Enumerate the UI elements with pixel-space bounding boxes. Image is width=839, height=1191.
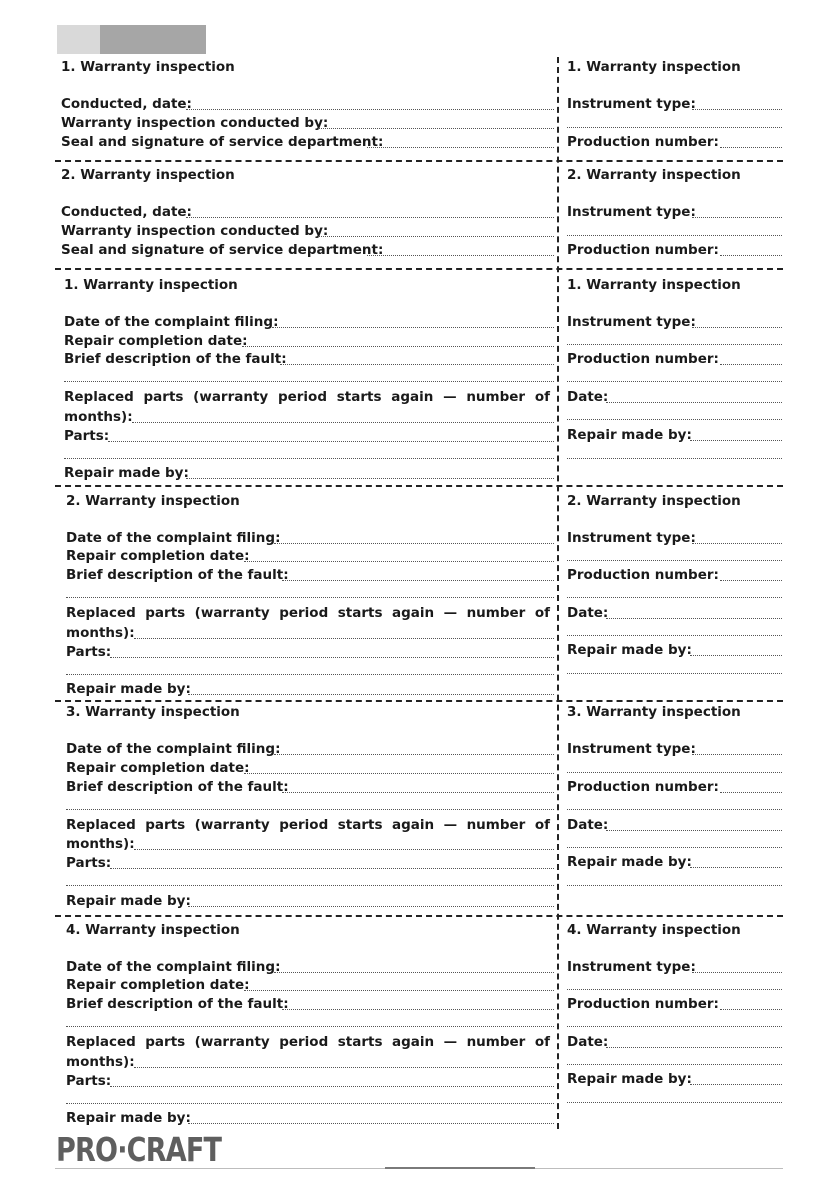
conducted-by-field[interactable] bbox=[318, 128, 554, 129]
parts-field[interactable] bbox=[110, 1086, 554, 1087]
conducted-by-label: Warranty inspection conducted by: bbox=[61, 223, 329, 239]
complaint-date-field[interactable] bbox=[274, 754, 554, 755]
footer-rule-accent bbox=[385, 1167, 535, 1169]
conducted-date-label: Conducted, date: bbox=[61, 96, 192, 112]
production-number-field[interactable] bbox=[720, 147, 782, 148]
blank-line[interactable] bbox=[567, 419, 782, 420]
production-number-field[interactable] bbox=[720, 580, 782, 581]
cut-line bbox=[55, 915, 783, 917]
repair-made-by-label: Repair made by: bbox=[567, 854, 692, 870]
fault-description-label: Brief description of the fault: bbox=[66, 996, 289, 1012]
blank-line[interactable] bbox=[66, 1103, 554, 1104]
blank-line[interactable] bbox=[66, 1026, 554, 1027]
instrument-type-label: Instrument type: bbox=[567, 204, 696, 220]
vertical-cut-line bbox=[557, 57, 559, 1129]
instrument-type-label: Instrument type: bbox=[567, 530, 696, 546]
blank-line[interactable] bbox=[567, 989, 782, 990]
repair-completion-label: Repair completion date: bbox=[66, 548, 250, 564]
instrument-type-label: Instrument type: bbox=[567, 314, 696, 330]
fault-description-label: Brief description of the fault: bbox=[66, 567, 289, 583]
parts-field[interactable] bbox=[108, 441, 554, 442]
section-title: 1. Warranty inspection bbox=[64, 277, 238, 293]
blank-line[interactable] bbox=[567, 597, 782, 598]
stub-title: 3. Warranty inspection bbox=[567, 704, 741, 720]
conducted-date-field[interactable] bbox=[186, 217, 554, 218]
blank-line[interactable] bbox=[567, 847, 782, 848]
section-title: 1. Warranty inspection bbox=[61, 59, 235, 75]
blank-line[interactable] bbox=[66, 809, 554, 810]
instrument-type-field[interactable] bbox=[692, 754, 782, 755]
conducted-date-field[interactable] bbox=[186, 109, 554, 110]
production-number-field[interactable] bbox=[720, 1009, 782, 1010]
production-number-label: Production number: bbox=[567, 779, 719, 795]
production-number-label: Production number: bbox=[567, 134, 719, 150]
stub-title: 4. Warranty inspection bbox=[567, 922, 741, 938]
fault-description-field[interactable] bbox=[282, 580, 554, 581]
instrument-type-field[interactable] bbox=[692, 327, 782, 328]
repair-made-by-label: Repair made by: bbox=[66, 1110, 191, 1126]
date-label: Date: bbox=[567, 817, 609, 833]
instrument-type-field[interactable] bbox=[692, 543, 782, 544]
repair-completion-field[interactable] bbox=[242, 346, 554, 347]
blank-line[interactable] bbox=[567, 235, 782, 236]
blank-line[interactable] bbox=[64, 381, 554, 382]
parts-field[interactable] bbox=[110, 657, 554, 658]
months-field[interactable] bbox=[132, 422, 554, 423]
replaced-parts-label: Replaced parts (warranty period starts again — number of bbox=[64, 389, 550, 405]
fault-description-field[interactable] bbox=[282, 1009, 554, 1010]
parts-label: Parts: bbox=[66, 1073, 112, 1089]
repair-completion-label: Repair completion date: bbox=[66, 977, 250, 993]
header-tab-dark bbox=[100, 25, 206, 54]
complaint-date-label: Date of the complaint filing: bbox=[66, 741, 281, 757]
repair-made-by-label: Repair made by: bbox=[64, 465, 189, 481]
date-label: Date: bbox=[567, 1034, 609, 1050]
repair-completion-field[interactable] bbox=[244, 773, 554, 774]
conducted-by-field[interactable] bbox=[318, 236, 554, 237]
months-label: months): bbox=[64, 409, 133, 425]
months-field[interactable] bbox=[134, 849, 554, 850]
conducted-date-label: Conducted, date: bbox=[61, 204, 192, 220]
cut-line bbox=[55, 268, 783, 270]
seal-label: Seal and signature of service department: bbox=[61, 134, 384, 150]
production-number-field[interactable] bbox=[720, 792, 782, 793]
complaint-date-field[interactable] bbox=[274, 972, 554, 973]
date-label: Date: bbox=[567, 605, 609, 621]
production-number-label: Production number: bbox=[567, 996, 719, 1012]
instrument-type-label: Instrument type: bbox=[567, 96, 696, 112]
parts-label: Parts: bbox=[66, 644, 112, 660]
fault-description-field[interactable] bbox=[282, 792, 554, 793]
stub-title: 1. Warranty inspection bbox=[567, 277, 741, 293]
parts-label: Parts: bbox=[64, 428, 110, 444]
months-label: months): bbox=[66, 625, 135, 641]
blank-line[interactable] bbox=[567, 885, 782, 886]
seal-field[interactable] bbox=[367, 147, 554, 148]
complaint-date-field[interactable] bbox=[274, 543, 554, 544]
repair-made-by-label: Repair made by: bbox=[567, 427, 692, 443]
section-title: 2. Warranty inspection bbox=[66, 493, 240, 509]
months-field[interactable] bbox=[134, 638, 554, 639]
stub-title: 1. Warranty inspection bbox=[567, 59, 741, 75]
instrument-type-field[interactable] bbox=[692, 109, 782, 110]
production-number-field[interactable] bbox=[720, 364, 782, 365]
stub-title: 2. Warranty inspection bbox=[567, 493, 741, 509]
blank-line[interactable] bbox=[567, 772, 782, 773]
repair-made-by-field[interactable] bbox=[690, 655, 782, 656]
months-label: months): bbox=[66, 836, 135, 852]
production-number-label: Production number: bbox=[567, 242, 719, 258]
repair-made-by-label: Repair made by: bbox=[66, 681, 191, 697]
blank-line[interactable] bbox=[567, 1064, 782, 1065]
repair-completion-label: Repair completion date: bbox=[66, 760, 250, 776]
replaced-parts-label: Replaced parts (warranty period starts again — number of bbox=[66, 1034, 550, 1050]
instrument-type-label: Instrument type: bbox=[567, 959, 696, 975]
blank-line[interactable] bbox=[567, 673, 782, 674]
repair-completion-field[interactable] bbox=[244, 990, 554, 991]
blank-line[interactable] bbox=[567, 635, 782, 636]
blank-line[interactable] bbox=[567, 458, 782, 459]
repair-made-by-field[interactable] bbox=[188, 1123, 554, 1124]
repair-made-by-label: Repair made by: bbox=[567, 1071, 692, 1087]
repair-made-by-field[interactable] bbox=[690, 1084, 782, 1085]
stub-title: 2. Warranty inspection bbox=[567, 167, 741, 183]
months-label: months): bbox=[66, 1054, 135, 1070]
date-field[interactable] bbox=[606, 618, 782, 619]
section-title: 3. Warranty inspection bbox=[66, 704, 240, 720]
blank-line[interactable] bbox=[567, 809, 782, 810]
blank-line[interactable] bbox=[567, 381, 782, 382]
cut-line bbox=[55, 700, 783, 702]
blank-line[interactable] bbox=[567, 1102, 782, 1103]
months-field[interactable] bbox=[134, 1067, 554, 1068]
parts-label: Parts: bbox=[66, 855, 112, 871]
repair-made-by-field[interactable] bbox=[186, 478, 554, 479]
fault-description-field[interactable] bbox=[280, 364, 554, 365]
seal-label: Seal and signature of service department: bbox=[61, 242, 384, 258]
complaint-date-field[interactable] bbox=[272, 327, 554, 328]
production-number-label: Production number: bbox=[567, 351, 719, 367]
repair-made-by-field[interactable] bbox=[188, 906, 554, 907]
cut-line bbox=[55, 485, 783, 487]
repair-made-by-field[interactable] bbox=[188, 694, 554, 695]
blank-line[interactable] bbox=[567, 344, 782, 345]
production-number-field[interactable] bbox=[720, 255, 782, 256]
instrument-type-label: Instrument type: bbox=[567, 741, 696, 757]
brand-logo: PRO·CRAFT bbox=[56, 1130, 222, 1169]
repair-made-by-label: Repair made by: bbox=[66, 893, 191, 909]
header-tab-light bbox=[57, 25, 100, 54]
fault-description-label: Brief description of the fault: bbox=[64, 351, 287, 367]
conducted-by-label: Warranty inspection conducted by: bbox=[61, 115, 329, 131]
blank-line[interactable] bbox=[66, 885, 554, 886]
repair-completion-label: Repair completion date: bbox=[64, 333, 248, 349]
cut-line bbox=[55, 160, 783, 162]
blank-line[interactable] bbox=[567, 1026, 782, 1027]
complaint-date-label: Date of the complaint filing: bbox=[64, 314, 279, 330]
repair-made-by-field[interactable] bbox=[690, 440, 782, 441]
section-title: 2. Warranty inspection bbox=[61, 167, 235, 183]
date-field[interactable] bbox=[606, 830, 782, 831]
seal-field[interactable] bbox=[367, 255, 554, 256]
repair-made-by-field[interactable] bbox=[690, 867, 782, 868]
replaced-parts-label: Replaced parts (warranty period starts again — number of bbox=[66, 817, 550, 833]
date-field[interactable] bbox=[606, 1047, 782, 1048]
complaint-date-label: Date of the complaint filing: bbox=[66, 530, 281, 546]
blank-line[interactable] bbox=[66, 674, 554, 675]
fault-description-label: Brief description of the fault: bbox=[66, 779, 289, 795]
blank-line[interactable] bbox=[567, 127, 782, 128]
date-field[interactable] bbox=[606, 402, 782, 403]
blank-line[interactable] bbox=[66, 597, 554, 598]
blank-line[interactable] bbox=[567, 560, 782, 561]
instrument-type-field[interactable] bbox=[692, 217, 782, 218]
parts-field[interactable] bbox=[110, 868, 554, 869]
complaint-date-label: Date of the complaint filing: bbox=[66, 959, 281, 975]
date-label: Date: bbox=[567, 389, 609, 405]
repair-made-by-label: Repair made by: bbox=[567, 642, 692, 658]
replaced-parts-label: Replaced parts (warranty period starts again — number of bbox=[66, 605, 550, 621]
instrument-type-field[interactable] bbox=[692, 972, 782, 973]
production-number-label: Production number: bbox=[567, 567, 719, 583]
blank-line[interactable] bbox=[64, 458, 554, 459]
repair-completion-field[interactable] bbox=[244, 561, 554, 562]
section-title: 4. Warranty inspection bbox=[66, 922, 240, 938]
